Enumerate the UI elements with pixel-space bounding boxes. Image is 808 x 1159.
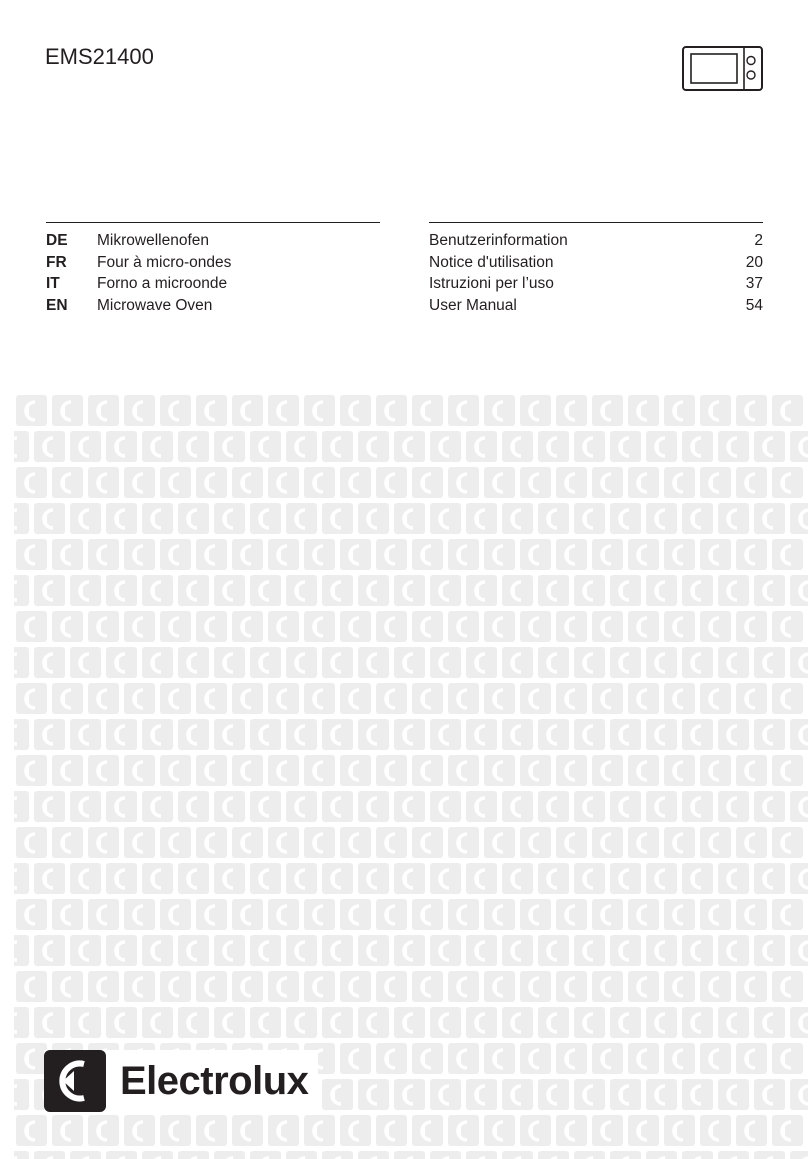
language-code: IT <box>46 275 60 292</box>
manual-page-list <box>429 222 763 316</box>
language-row-en <box>46 295 380 317</box>
brand-name: Electrolux <box>120 1058 309 1103</box>
microwave-oven-icon <box>682 46 763 91</box>
manual-row-de[interactable] <box>429 230 763 252</box>
language-code: DE <box>46 232 68 249</box>
brand-logo <box>44 1050 318 1112</box>
manual-title: Notice d'utilisation <box>429 253 554 271</box>
language-code: FR <box>46 253 67 271</box>
language-code: EN <box>46 296 68 314</box>
page-number: 2 <box>754 232 763 249</box>
page-number: 54 <box>745 296 763 314</box>
manual-row-fr[interactable] <box>429 252 763 274</box>
product-name: Four à micro-ondes <box>97 253 232 271</box>
manual-title: User Manual <box>429 296 517 314</box>
product-name: Mikrowellenofen <box>97 232 209 249</box>
model-number: EMS21400 <box>45 44 154 69</box>
manual-title: Istruzioni per l’uso <box>429 275 554 292</box>
page-number: 20 <box>745 253 763 271</box>
electrolux-brand-mark-icon <box>44 1050 106 1112</box>
manual-row-it[interactable] <box>429 273 763 295</box>
product-name: Microwave Oven <box>97 296 213 314</box>
manual-title: Benutzerinformation <box>429 232 568 249</box>
language-product-list <box>46 222 380 316</box>
manual-row-en[interactable] <box>429 295 763 317</box>
background-logo-pattern <box>14 393 808 1159</box>
page-number: 37 <box>745 275 763 292</box>
language-row-de <box>46 230 380 252</box>
product-name: Forno a microonde <box>97 275 228 292</box>
language-row-it <box>46 273 380 295</box>
language-row-fr <box>46 252 380 274</box>
